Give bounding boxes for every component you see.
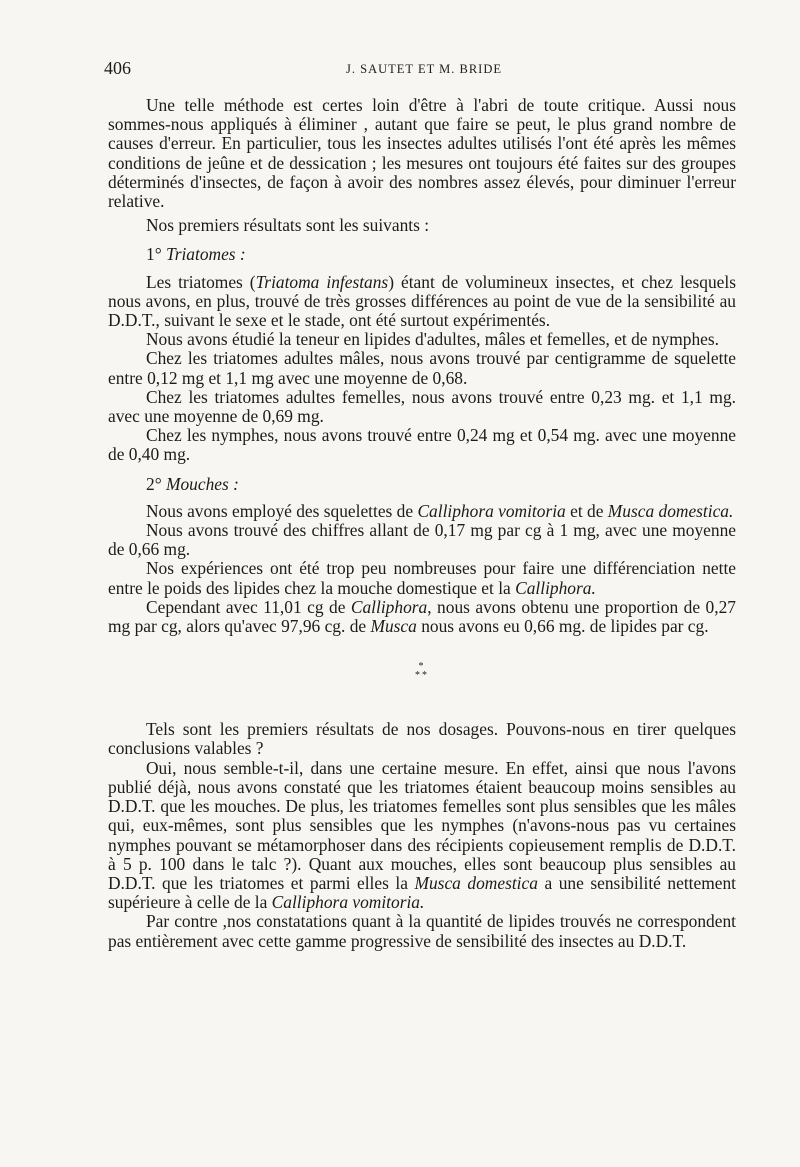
text-span: nous avons eu 0,66 mg. de lipides par cg. bbox=[416, 616, 709, 637]
paragraph-method: Une telle méthode est certes loin d'être à l'abri de toute critique. Aussi nous sommes-nous appliqués à éliminer , autant que faire se peut, le plus grand nombre de causes d'erreur. En particulier, tous les insectes adultes utilisés l'ont été après les mêmes conditions de jeûne et de dessication ; les mesures ont toujours été faites sur des groupes déterminés d'insectes, de façon à avoir des nombres assez élevés, pour diminuer l'erreur relative. bbox=[108, 95, 736, 212]
section-heading-mouches bbox=[108, 475, 736, 494]
species-name: Triatoma infestans bbox=[255, 271, 389, 292]
page-number: 406 bbox=[104, 58, 131, 78]
heading-title: Mouches : bbox=[166, 473, 239, 494]
text-span: Nos expériences ont été trop peu nombreuses pour faire une différenciation nette entre le poids des lipides chez la mouche domestique et la bbox=[108, 558, 736, 598]
species-name: Calliphora. bbox=[515, 577, 596, 598]
asterism-top: * bbox=[418, 661, 426, 673]
text-span: ) étant de volumineux insectes, et chez lesquels nous avons, en plus, trouvé de très grosses différences au point de vue de la sensibilité au D.D.T., suivant le sexe et le stade, ont été surtout expérimentés. bbox=[108, 271, 736, 331]
paragraph-males: Chez les triatomes adultes mâles, nous avons trouvé par centigramme de squelette entre 0,12 mg et 1,1 mg avec une moyenne de 0,68. bbox=[108, 348, 736, 388]
paragraph-nymphs: Chez les nymphes, nous avons trouvé entre 0,24 mg et 0,54 mg. avec une moyenne de 0,40 mg. bbox=[108, 425, 736, 465]
species-name: Calliphora vomitoria bbox=[417, 500, 566, 521]
heading-number: 1° bbox=[146, 244, 166, 265]
species-name: Calliphora vomitoria. bbox=[271, 892, 425, 913]
paragraph-contrary: Par contre ,nos constatations quant à la quantité de lipides trouvés ne correspondent pas entièrement avec cette gamme progressive de sensibilité des insectes au D.D.T. bbox=[108, 911, 736, 951]
article-body bbox=[108, 96, 736, 951]
text-span: Les triatomes ( bbox=[146, 271, 256, 292]
text-span: Cependant avec 11,01 cg de bbox=[146, 596, 351, 617]
section-separator-asterism bbox=[108, 662, 736, 680]
paragraph-mouches-comparison bbox=[108, 598, 736, 636]
text-span: a une sensibilité nettement supérieure à celle de la bbox=[108, 872, 737, 913]
paragraph-conclusions-question: Tels sont les premiers résultats de nos dosages. Pouvons-nous en tirer quelques conclusions valables ? bbox=[108, 719, 736, 759]
heading-number: 2° bbox=[146, 473, 166, 494]
species-name: Calliphora bbox=[350, 596, 428, 617]
paragraph-mouches-experiments bbox=[108, 559, 736, 597]
species-name: Musca bbox=[370, 616, 417, 637]
paragraph-triatomes bbox=[108, 273, 736, 331]
text-span: Nous avons employé des squelettes de bbox=[146, 500, 418, 521]
page-header bbox=[104, 58, 744, 82]
section-heading-triatomes bbox=[108, 245, 736, 264]
paragraph-conclusions-answer bbox=[108, 759, 736, 913]
paragraph-results-intro: Nos premiers résultats sont les suivants : bbox=[146, 215, 430, 236]
paragraph-lipid-study: Nous avons étudié la teneur en lipides d'adultes, mâles et femelles, et de nymphes. bbox=[146, 329, 719, 350]
text-span: Oui, nous semble-t-il, dans une certaine mesure. En effet, ainsi que nous l'avons publié déjà, nous avons constaté que les triatomes étaient beaucoup moins sensibles au D.D.T. que les mouches. De plus, les triatomes femelles sont plus sensibles que les mâles qui, eux-mêmes, sont plus sensibles que les nymphes (n'avons-nous pas vu certaines nymphes pouvant se métamorphoser dans des récipients copieusement remplis de D.D.T. à 5 p. 100 dans le talc ?). Quant aux mouches, elles sont beaucoup plus sensibles au D.D.T. que les triatomes et parmi elles la bbox=[108, 757, 736, 893]
paragraph-females: Chez les triatomes adultes femelles, nous avons trouvé entre 0,23 mg. et 1,1 mg. avec une moyenne de 0,69 mg. bbox=[108, 386, 736, 427]
species-name: Musca domestica bbox=[414, 872, 538, 893]
paragraph-mouches-values: Nous avons trouvé des chiffres allant de 0,17 mg par cg à 1 mg, avec une moyenne de 0,66 mg. bbox=[108, 520, 736, 560]
asterism-bottom: ** bbox=[415, 670, 429, 682]
running-title: J. SAUTET ET M. BRIDE bbox=[346, 62, 502, 76]
text-span: , nous avons obtenu une proportion de 0,27 mg par cg, alors qu'avec 97,96 cg. de bbox=[108, 596, 736, 637]
heading-title: Triatomes : bbox=[166, 244, 246, 265]
paragraph-mouches-species bbox=[108, 502, 736, 521]
text-span: et de bbox=[565, 500, 608, 521]
species-name: Musca domestica. bbox=[607, 500, 734, 521]
